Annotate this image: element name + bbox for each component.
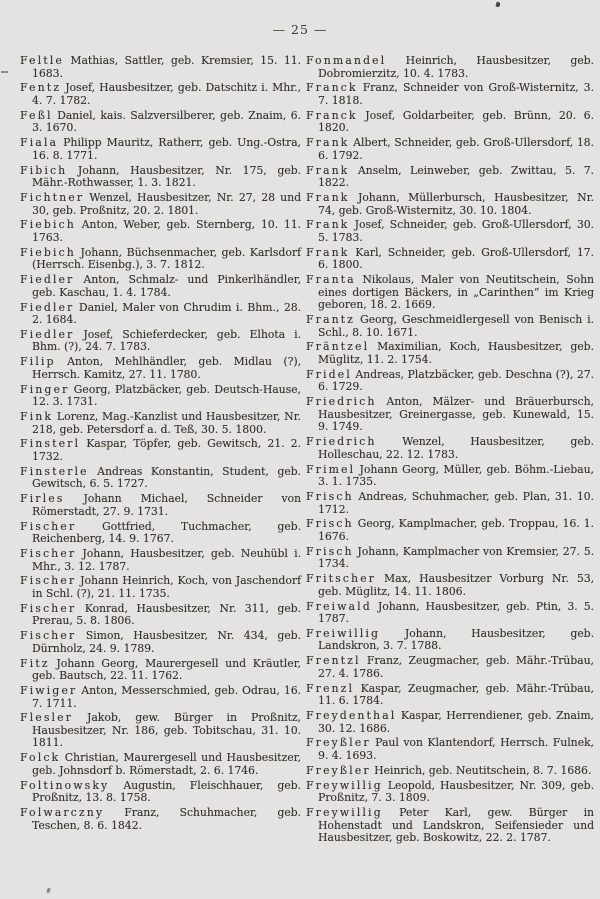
entry-surname: Fibich (20, 163, 68, 177)
entry-surname: Frenzl (306, 681, 355, 695)
register-entry: Fischer Konrad, Hausbesitzer, Nr. 311, geb. Prerau, 5. 8. 1806. (20, 601, 301, 628)
register-entry: Fräntzel Maximilian, Koch, Hausbesitzer, geb. Müglitz, 11. 2. 1754. (306, 340, 594, 366)
register-entry: Frank Johann, Müllerbursch, Hausbesitzer, Nr. 74, geb. Groß-Wisternitz, 30. 10. 1804. (306, 190, 594, 217)
register-entry: Freywillig Leopold, Hausbesitzer, Nr. 309, geb. Proßnitz, 7. 3. 1809. (306, 778, 594, 805)
entry-surname: Frisch (306, 517, 354, 531)
register-entry: Feßl Daniel, kais. Salzversilberer, geb. Znaim, 6. 3. 1670. (20, 108, 301, 135)
register-entry: Fiedler Daniel, Maler von Chrudim i. Bhm., 28. 2. 1684. (20, 300, 301, 327)
register-entry: Frisch Georg, Kamplmacher, geb. Troppau, 16. 1. 1676. (306, 517, 594, 543)
register-entry: Freiwald Johann, Hausbesitzer, geb. Ptin, 3. 5. 1787. (306, 599, 594, 626)
entry-surname: Frisch (306, 489, 354, 503)
left-column (20, 55, 301, 834)
entry-surname: Fridel (306, 367, 352, 381)
entry-surname: Fiwiger (20, 683, 78, 697)
entry-surname: Franck (306, 108, 358, 122)
register-entry: Folwarczny Franz, Schuhmacher, geb. Teschen, 8. 6. 1842. (20, 806, 301, 832)
register-entry: Friedrich Anton, Mälzer- und Bräuerbursch, Hausbesitzer, Greinergasse, geb. Kunewald, 15. 9. 1749. (306, 395, 594, 434)
entry-surname: Frank (306, 218, 350, 232)
register-entry: Fiebich Johann, Büchsenmacher, geb. Karlsdorf (Herrsch. Eisenbg.), 3. 7. 1812. (20, 245, 301, 272)
entry-surname: Frank (306, 136, 350, 150)
entry-surname: Frimel (306, 462, 356, 476)
register-entry: Franck Josef, Goldarbeiter, geb. Brünn, 20. 6. 1820. (306, 108, 594, 135)
entry-surname: Fischer (20, 601, 77, 615)
entry-surname: Finsterl (20, 437, 81, 451)
register-entry: Frentzl Franz, Zeugmacher, geb. Mähr.-Trübau, 27. 4. 1786. (306, 654, 594, 680)
register-entry: Frisch Johann, Kamplmacher von Kremsier, 27. 5. 1734. (306, 544, 594, 571)
page-number: — 25 — (272, 22, 328, 37)
register-entry: Fonmandel Heinrich, Hausbesitzer, geb. Dobromierzitz, 10. 4. 1783. (306, 54, 594, 80)
entry-surname: Friedrich (306, 395, 377, 409)
scan-speck-top-right (495, 2, 500, 8)
entry-surname: Fiebich (20, 218, 76, 232)
entry-surname: Fonmandel (306, 54, 387, 67)
entry-surname: Frank (306, 190, 350, 204)
entry-surname: Fiedler (20, 327, 75, 341)
register-entry: Frank Karl, Schneider, geb. Groß-Ullersdorf, 17. 6. 1800. (306, 245, 594, 272)
register-entry: Fischer Johann Heinrich, Koch, von Jaschendorf in Schl. (?), 21. 11. 1735. (20, 574, 301, 600)
entry-surname: Frantz (306, 313, 356, 327)
entry-surname: Freywillig (306, 806, 383, 820)
register-entry: Freiwillig Johann, Hausbesitzer, geb. Landskron, 3. 7. 1788. (306, 626, 594, 653)
register-entry: Finsterle Andreas Konstantin, Student, geb. Gewitsch, 6. 5. 1727. (20, 464, 301, 491)
register-entry: Frisch Andreas, Schuhmacher, geb. Plan, 31. 10. 1712. (306, 489, 594, 516)
entry-surname: Fischer (20, 574, 77, 588)
entry-surname: Frisch (306, 544, 354, 558)
register-entry: Frank Albert, Schneider, geb. Groß-Ullersdorf, 18. 6. 1792. (306, 136, 594, 162)
entry-surname: Finger (20, 382, 70, 396)
register-entry: Fischer Johann, Hausbesitzer, geb. Neuhübl i. Mhr., 3. 12. 1787. (20, 547, 301, 573)
entry-surname: Folck (20, 751, 61, 765)
register-entry: Frantz Georg, Geschmeidlergesell von Benisch i. Schl., 8. 10. 1671. (306, 313, 594, 339)
entry-surname: Fichtner (20, 190, 85, 204)
register-entry: Freywillig Peter Karl, gew. Bürger in Hohenstadt und Landskron, Seifensieder und Hausbesitzer, geb. Boskowitz, 22. 2. 1787. (306, 806, 594, 845)
entry-surname: Folwarczny (20, 806, 105, 820)
register-entry: Fiala Philipp Mauritz, Ratherr, geb. Ung.-Ostra, 16. 8. 1771. (20, 136, 301, 162)
register-entry: Feltle Mathias, Sattler, geb. Kremsier, 15. 11. 1683. (20, 54, 301, 80)
register-entry: Fritscher Max, Hausbesitzer Vorburg Nr. 53, geb. Müglitz, 14. 11. 1806. (306, 572, 594, 598)
entry-surname: Fritscher (306, 572, 376, 586)
register-entry: Folck Christian, Maurergesell und Hausbesitzer, geb. Johnsdorf b. Römerstadt, 2. 6. 1746. (20, 751, 301, 777)
entry-surname: Freywillig (306, 778, 383, 792)
entry-surname: Filip (20, 355, 56, 369)
entry-surname: Fentz (20, 81, 62, 95)
entry-surname: Frank (306, 163, 350, 177)
register-entry: Fichtner Wenzel, Hausbesitzer, Nr. 27, 28 und 30, geb. Proßnitz, 20. 2. 1801. (20, 190, 301, 217)
register-entry: Filip Anton, Mehlhändler, geb. Midlau (?), Herrsch. Kamitz, 27. 11. 1780. (20, 355, 301, 381)
entry-surname: Feltle (20, 54, 64, 67)
entry-surname: Franta (306, 273, 356, 287)
register-entry: Friedrich Wenzel, Hausbesitzer, geb. Holleschau, 22. 12. 1783. (306, 435, 594, 461)
register-entry: Fiebich Anton, Weber, geb. Sternberg, 10. 11. 1763. (20, 218, 301, 244)
entry-surname: Frank (306, 245, 350, 259)
entry-surname: Freydenthal (306, 709, 397, 723)
entry-surname: Fiala (20, 136, 59, 150)
entry-surname: Finsterle (20, 464, 89, 478)
entry-surname: Franck (306, 81, 358, 95)
register-entry: Firles Johann Michael, Schneider von Römerstadt, 27. 9. 1731. (20, 492, 301, 518)
entry-surname: Flesler (20, 711, 73, 725)
register-entry: Fiedler Anton, Schmalz- und Pinkerlhändler, geb. Kaschau, 1. 4. 1784. (20, 273, 301, 299)
register-entry: Flesler Jakob, gew. Bürger in Proßnitz, Hausbesitzer, Nr. 186, geb. Tobitschau, 31. 10. 1811. (20, 711, 301, 750)
register-entry: Frank Anselm, Leinweber, geb. Zwittau, 5. 7. 1822. (306, 163, 594, 190)
register-entry: Frank Josef, Schneider, geb. Groß-Ullersdorf, 30. 5. 1783. (306, 218, 594, 244)
entry-surname: Fräntzel (306, 340, 370, 354)
entry-surname: Frentzl (306, 654, 361, 668)
register-entry: Finsterl Kaspar, Töpfer, geb. Gewitsch, 21. 2. 1732. (20, 437, 301, 464)
register-entry: Fitz Johann Georg, Maurergesell und Kräutler, geb. Bautsch, 22. 11. 1762. (20, 656, 301, 683)
entry-surname: Fink (20, 410, 54, 424)
register-entry: Fridel Andreas, Platzbäcker, geb. Deschna (?), 27. 6. 1729. (306, 367, 594, 394)
entry-surname: Fischer (20, 547, 77, 561)
scan-speck-bottom-left (46, 888, 51, 894)
entry-surname: Fischer (20, 519, 77, 533)
register-entry: Franta Nikolaus, Maler von Neutitschein, Sohn eines dortigen Bäckers, in „Carinthen“ im Krieg geboren, 18. 2. 1669. (306, 273, 594, 312)
register-entry: Foltinowsky Augustin, Fleischhauer, geb. Proßnitz, 13. 8. 1758. (20, 778, 301, 805)
register-entry: Fiedler Josef, Schieferdecker, geb. Elhota i. Bhm. (?), 24. 7. 1783. (20, 327, 301, 354)
register-entry: Fischer Gottfried, Tuchmacher, geb. Reichenberg, 14. 9. 1767. (20, 519, 301, 546)
entry-surname: Freyßler (306, 736, 371, 750)
register-entry: Franck Franz, Schneider von Groß-Wisternitz, 3. 7. 1818. (306, 81, 594, 107)
entry-surname: Fitz (20, 656, 50, 670)
register-entry: Fink Lorenz, Mag.-Kanzlist und Hausbesitzer, Nr. 218, geb. Petersdorf a. d. Teß, 30. 5. 1800. (20, 410, 301, 436)
entry-surname: Fiebich (20, 245, 76, 259)
right-column (306, 55, 594, 847)
entry-surname: Fischer (20, 629, 77, 643)
register-entry: Fischer Simon, Hausbesitzer, Nr. 434, geb. Dürnholz, 24. 9. 1789. (20, 629, 301, 655)
register-entry: Freydenthal Kaspar, Herrendiener, geb. Znaim, 30. 12. 1686. (306, 709, 594, 735)
entry-surname: Fiedler (20, 273, 75, 287)
entry-surname: Fiedler (20, 300, 75, 314)
register-entry: Freyßler Paul von Klantendorf, Herrsch. Fulnek, 9. 4. 1693. (306, 736, 594, 763)
register-entry: Fiwiger Anton, Messerschmied, geb. Odrau, 16. 7. 1711. (20, 683, 301, 710)
register-entry: Frimel Johann Georg, Müller, geb. Böhm.-Liebau, 3. 1. 1735. (306, 462, 594, 489)
scan-dash-left-margin (1, 71, 8, 73)
register-entry: Finger Georg, Platzbäcker, geb. Deutsch-Hause, 12. 3. 1731. (20, 382, 301, 409)
entry-surname: Freiwillig (306, 626, 381, 640)
register-entry: Fibich Johann, Hausbesitzer, Nr. 175, geb. Mähr.-Rothwasser, 1. 3. 1821. (20, 163, 301, 190)
register-entry: Freyßler Heinrich, geb. Neutitschein, 8. 7. 1686. (306, 763, 592, 777)
register-entry: Frenzl Kaspar, Zeugmacher, geb. Mähr.-Trübau, 11. 6. 1784. (306, 681, 594, 708)
entry-surname: Friedrich (306, 435, 377, 449)
entry-surname: Foltinowsky (20, 778, 110, 792)
register-entry: Fentz Josef, Hausbesitzer, geb. Datschitz i. Mhr., 4. 7. 1782. (20, 81, 301, 107)
entry-surname: Freyßler (306, 763, 371, 777)
entry-surname: Firles (20, 492, 65, 506)
entry-surname: Freiwald (306, 599, 372, 613)
entry-surname: Feßl (20, 108, 53, 122)
